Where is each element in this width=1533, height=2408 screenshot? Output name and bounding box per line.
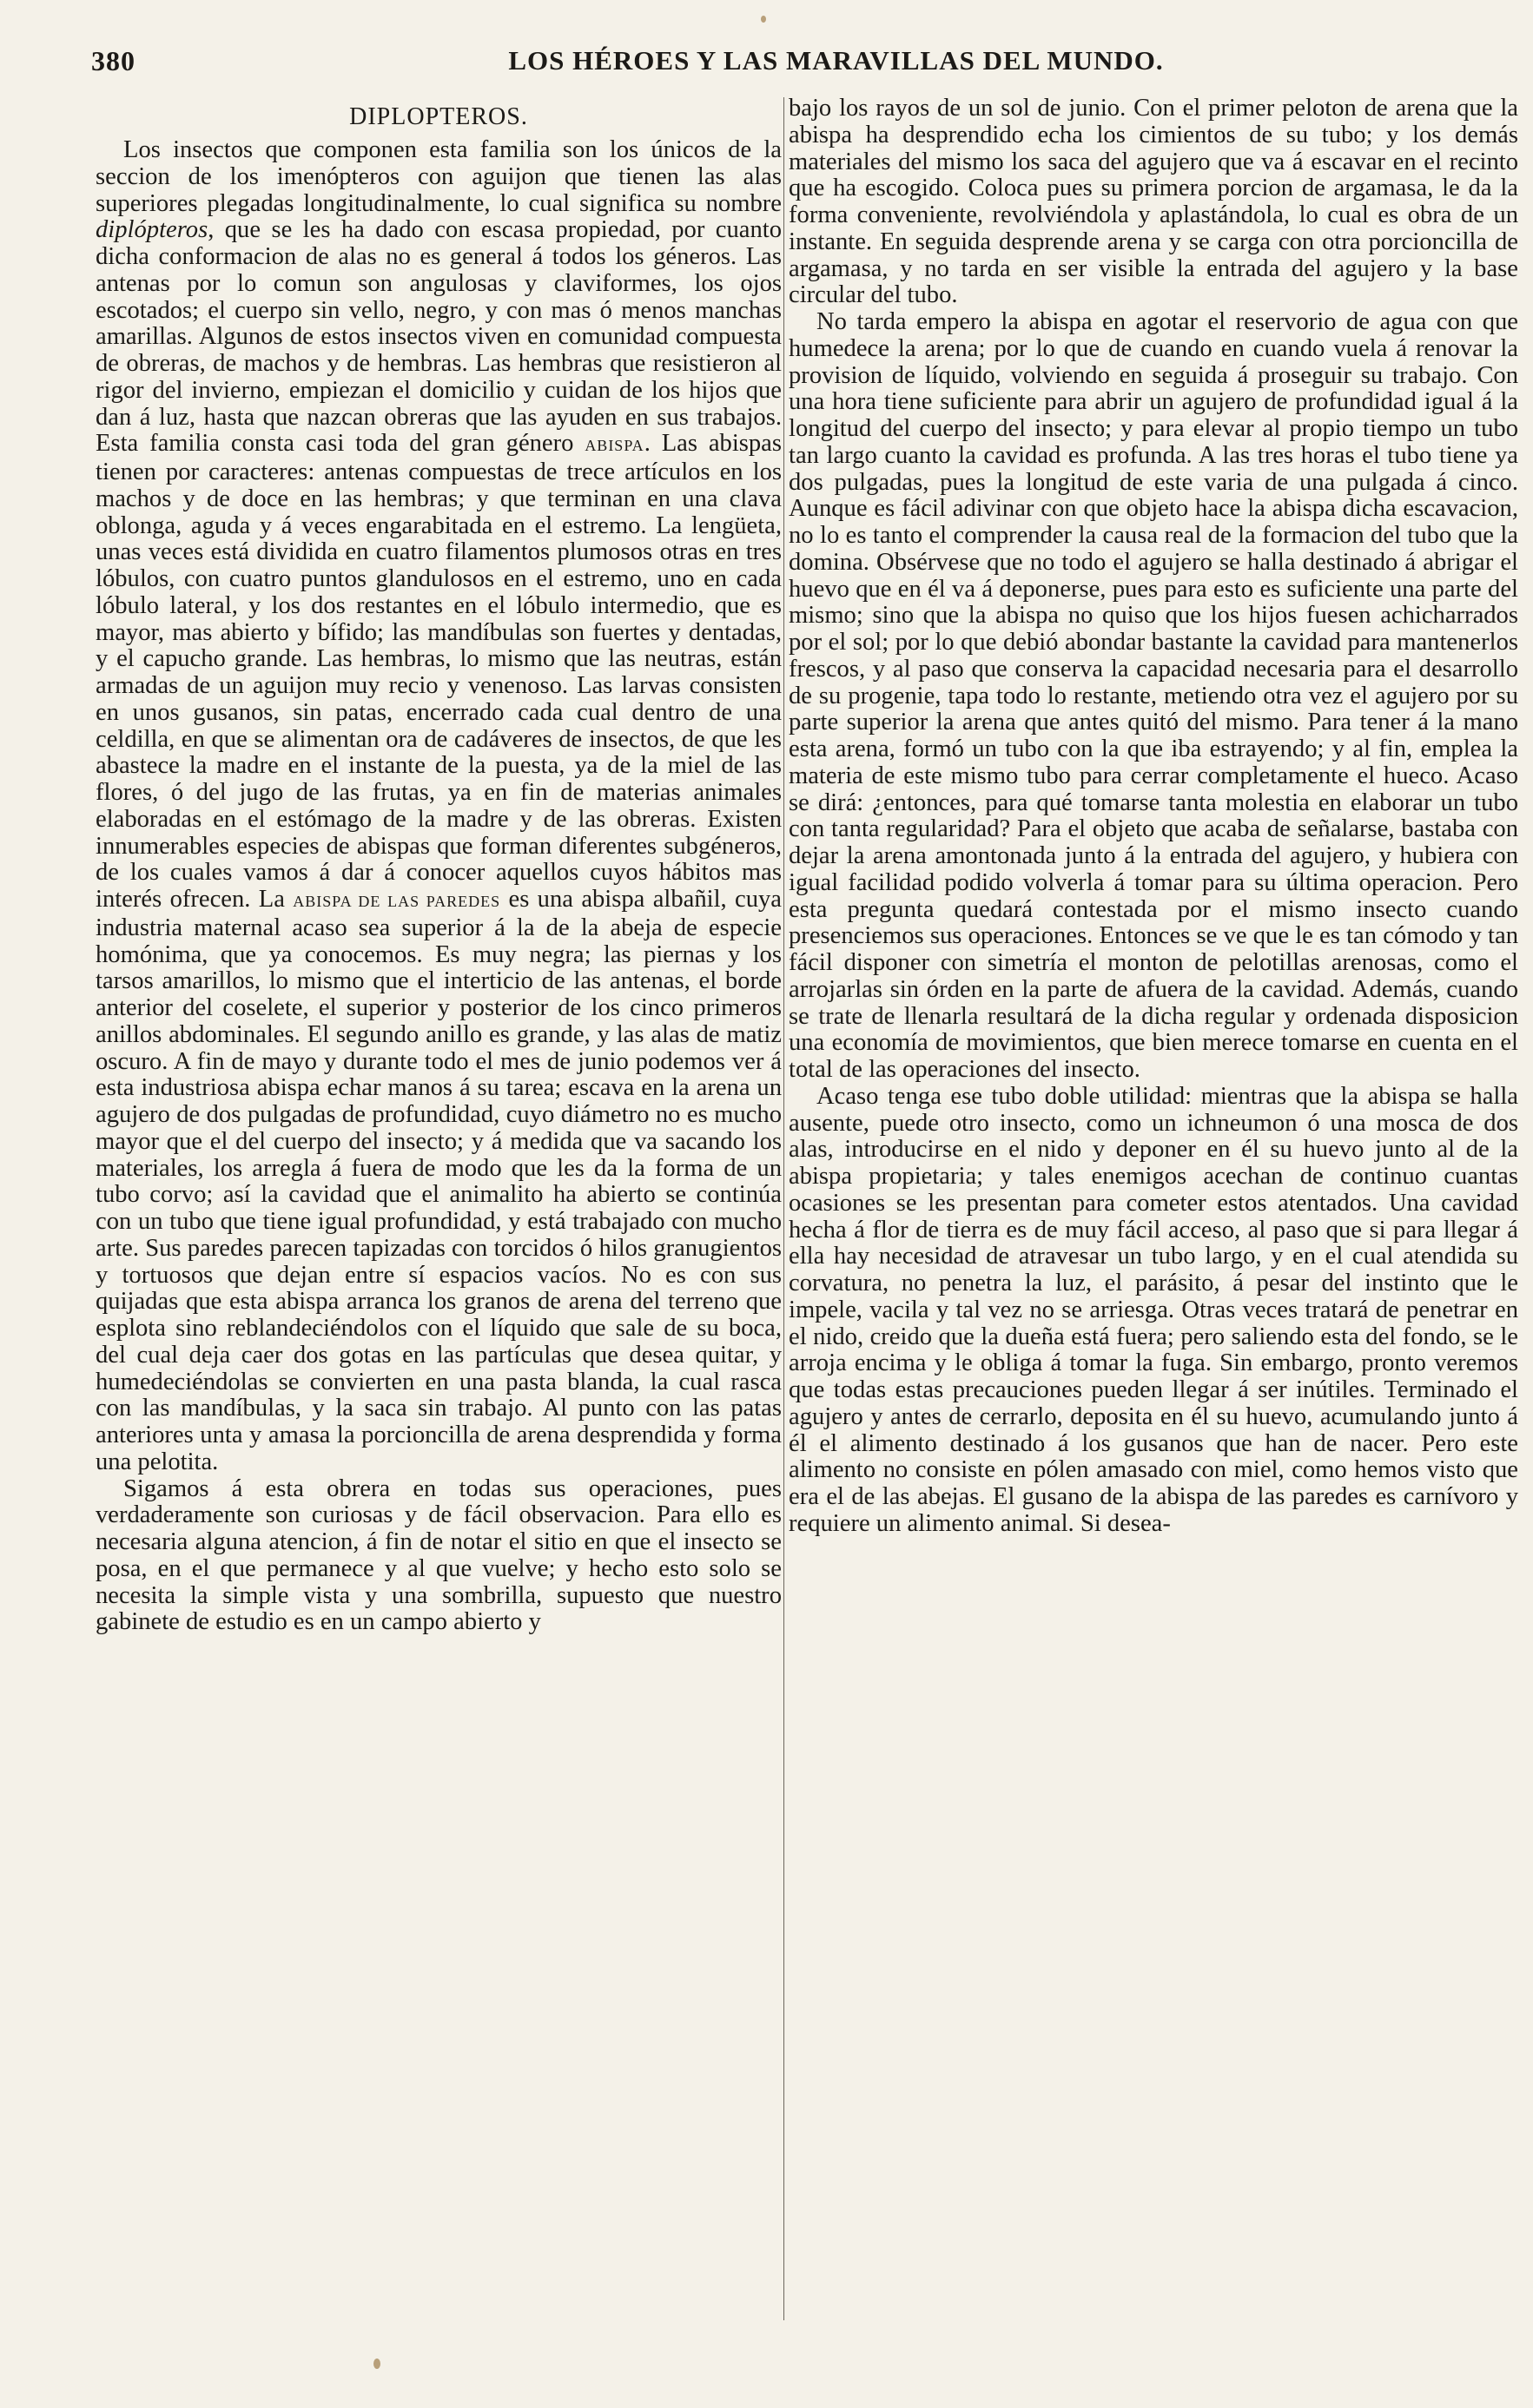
paper-speck — [761, 16, 766, 23]
page-number: 380 — [91, 45, 135, 76]
paragraph: Acaso tenga ese tubo doble utilidad: mientras que la abispa se halla ausente, puede otro insecto, como un ichneumon ó una mosca de dos alas, introducirse en el nido y deponer en él su huevo junto al de la abispa propietaria; y tales enemigos acechan de continuo cuantas ocasiones se les presentan para cometer estos atentados. Una cavidad hecha á flor de tierra es de muy fácil acceso, al paso que si para llegar á ella hay necesidad de atravesar un tubo largo, y en el cual atendida su corvatura, no penetra la luz, el parásito, á pesar del instinto que le impele, vacila y tal vez no se arriesga. Otras veces tratará de penetrar en el nido, creido que la dueña está fuera; pero saliendo esta del fondo, se le arroja encima y le obliga á tomar la fuga. Sin embargo, pronto veremos que todas estas precauciones pueden llegar á ser inútiles. Terminado el agujero y antes de cerrarlo, deposita en él su huevo, acumulando junto á él el alimento destinado á los gusanos que han de nacer. Pero este alimento no consiste en pólen amasado con miel, como hemos visto que era el de las abejas. El gusano de la abispa de las paredes es carnívoro y requiere un alimento animal. Si desea- — [789, 1082, 1518, 1537]
paragraph: bajo los rayos de un sol de junio. Con el primer peloton de arena que la abispa ha desprendido echa los cimientos de su tubo; y los demás materiales del mismo los saca del agujero que va á escavar en el recinto que ha escogido. Coloca pues su primera porcion de argamasa, le da la forma conveniente, revolviéndola y aplastándola, lo cual es obra de un instante. En seguida desprende arena y se carga con otra porcioncilla de argamasa, y no tarda en ser visible la entrada del agujero y la base circular del tubo. — [789, 95, 1518, 309]
right-column — [789, 96, 1518, 1538]
small-caps-term: ABISPA — [585, 437, 644, 455]
running-head — [91, 45, 1520, 80]
paragraph: Los insectos que componen esta familia son los únicos de la seccion de los imenópteros con aguijon que tienen las alas superiores plegadas longitudinalmente, lo cual significa su nombre diplópteros, que se les ha dado con escasa propiedad, por cuanto dicha conformacion de alas no es general á todos los géneros. Las antenas por lo comun son angulosas y claviformes, los ojos escotados; el cuerpo sin vello, negro, y con mas ó menos manchas amarillas. Algunos de estos insectos viven en comunidad compuesta de obreras, de machos y de hembras. Las hembras que resistieron al rigor del invierno, empiezan el domicilio y cuidan de los hijos que dan á luz, hasta que nazcan obreras que las ayuden en sus trabajos. Esta familia consta casi toda del gran género ABISPA. Las abispas tienen por caracteres: antenas compuestas de trece artículos en los machos y de doce en las hembras; y que terminan en una clava oblonga, aguda y á veces engarabitada en el estremo. La lengüeta, unas veces está dividida en cuatro filamentos plumosos otras en tres lóbulos, con cuatro puntos glandulosos en el estremo, uno en cada lóbulo lateral, y los dos restantes en el lóbulo intermedio, que es mayor, mas abierto y bífido; las mandíbulas son fuertes y dentadas, y el capucho grande. Las hembras, lo mismo que las neutras, están armadas de un aguijon muy recio y venenoso. Las larvas consisten en unos gusanos, sin patas, encerrado cada cual dentro de una celdilla, en que se alimentan ora de cadáveres de insectos, de que les abastece la madre en el instante de la puesta, ya de la miel de las flores, ó del jugo de las frutas, ya en fin de materias animales elaboradas en el estómago de la madre y de las obreras. Existen innumerables especies de abispas que forman diferentes subgéneros, de los cuales vamos á dar á conocer aquellos cuyos hábitos mas interés ofrecen. La ABISPA DE LAS PAREDES es una abispa albañil, cuya industria maternal acaso sea superior á la de la abeja de especie homónima, que ya conocemos. Es muy negra; las piernas y los tarsos amarillos, lo mismo que el interticio de las antenas, el borde anterior del coselete, el superior y posterior de los cinco primeros anillos abdominales. El segundo anillo es grande, y las alas de matiz oscuro. A fin de mayo y durante todo el mes de junio podemos ver á esta industriosa abispa echar manos á su tarea; escava en la arena un agujero de dos pulgadas de profundidad, cuyo diámetro no es mucho mayor que el del cuerpo del insecto; y á medida que va sacando los materiales, los arregla á fuera de modo que les da la forma de un tubo corvo; así la cavidad que el animalito ha abierto se continúa con un tubo que tiene igual profundidad, y está trabajado con mucho arte. Sus paredes parecen tapizadas con torcidos ó hilos granugientos y tortuosos que dejan entre sí espacios vacíos. No es con sus quijadas que esta abispa arranca los granos de arena del terreno que esplota sino reblandeciéndolos con el líquido que sale de su boca, del cual deja caer dos gotas en las partículas que desea quitar, y humedeciéndolas se convierten en una pasta blanda, la cual rasca con las mandíbulas, y la saca sin trabajo. Al punto con las patas anteriores unta y amasa la porcioncilla de arena desprendida y forma una pelotita. — [96, 136, 783, 1475]
running-title: LOS HÉROES Y LAS MARAVILLAS DEL MUNDO. — [508, 45, 1164, 76]
paper-speck — [373, 2359, 380, 2369]
paragraph: Sigamos á esta obrera en todas sus operaciones, pues verdaderamente son curiosas y de fácil observacion. Para ello es necesaria alguna atencion, á fin de notar el sitio en que el insecto se posa, en el que permanece y al que vuelve; y hecho esto solo se necesita la simple vista y una sombrilla, supuesto que nuestro gabinete de estudio es en un campo abierto y — [96, 1474, 782, 1636]
italic-term: diplópteros — [96, 216, 208, 244]
column-divider — [783, 97, 784, 2320]
paragraph: No tarda empero la abispa en agotar el reservorio de agua con que humedece la arena; por lo que de cuando en cuando vuela á renovar la provision de líquido, volviendo en seguida á proseguir su trabajo. Con una hora tiene suficiente para abrir un agujero de profundidad igual á la longitud del cuerpo del insecto; y para elevar al propio tiempo un tubo tan largo cuanto la cavidad es profunda. A las tres horas el tubo tiene ya dos pulgadas, pues la longitud de este varia de una pulgada á cinco. Aunque es fácil adivinar con que objeto hace la abispa dicha escavacion, no lo es tanto el comprender la causa real de la formacion del tubo que la domina. Obsérvese que no todo el agujero se halla destinado á abrigar el huevo que en él va á deponerse, pues para esto es suficiente una parte del mismo; sino que la abispa no quiso que los hijos fuesen achicharrados por el sol; por lo que debió abondar bastante la cavidad para mantenerlos frescos, y al paso que conserva la capacidad necesaria para el desarrollo de su progenie, tapa todo lo restante, metiendo otra vez el agujero por su parte superior la arena que antes quitó del mismo. Para tener á la mano esta arena, formó un tubo con la que iba estrayendo; y al fin, emplea la materia de este mismo tubo para cerrar completamente el hueco. Acaso se dirá: ¿entonces, para qué tomarse tanta molestia en elaborar un tubo con tanta regularidad? Para el objeto que acaba de señalarse, bastaba con dejar la arena amontonada junto á la entrada del agujero, y hubiera con igual facilidad podido volverla á tomar para su última operacion. Pero esta pregunta quedará contestada por el mismo insecto cuando presenciemos sus operaciones. Entonces se ve que le es tan cómodo y tan fácil disponer con simetría el monton de pelotillas arenosas, como el arrojarlas sin órden en la parte de afuera de la cavidad. Además, cuando se trate de llenarla resultará de la dicha regular y ordenada disposicion una economía de movimientos, que bien merece tomarse en cuenta en el total de las operaciones del insecto. — [789, 308, 1518, 1083]
small-caps-term: ABISPA DE LAS PAREDES — [293, 893, 501, 910]
section-title: DIPLOPTEROS. — [349, 103, 528, 130]
left-column — [96, 96, 782, 1636]
